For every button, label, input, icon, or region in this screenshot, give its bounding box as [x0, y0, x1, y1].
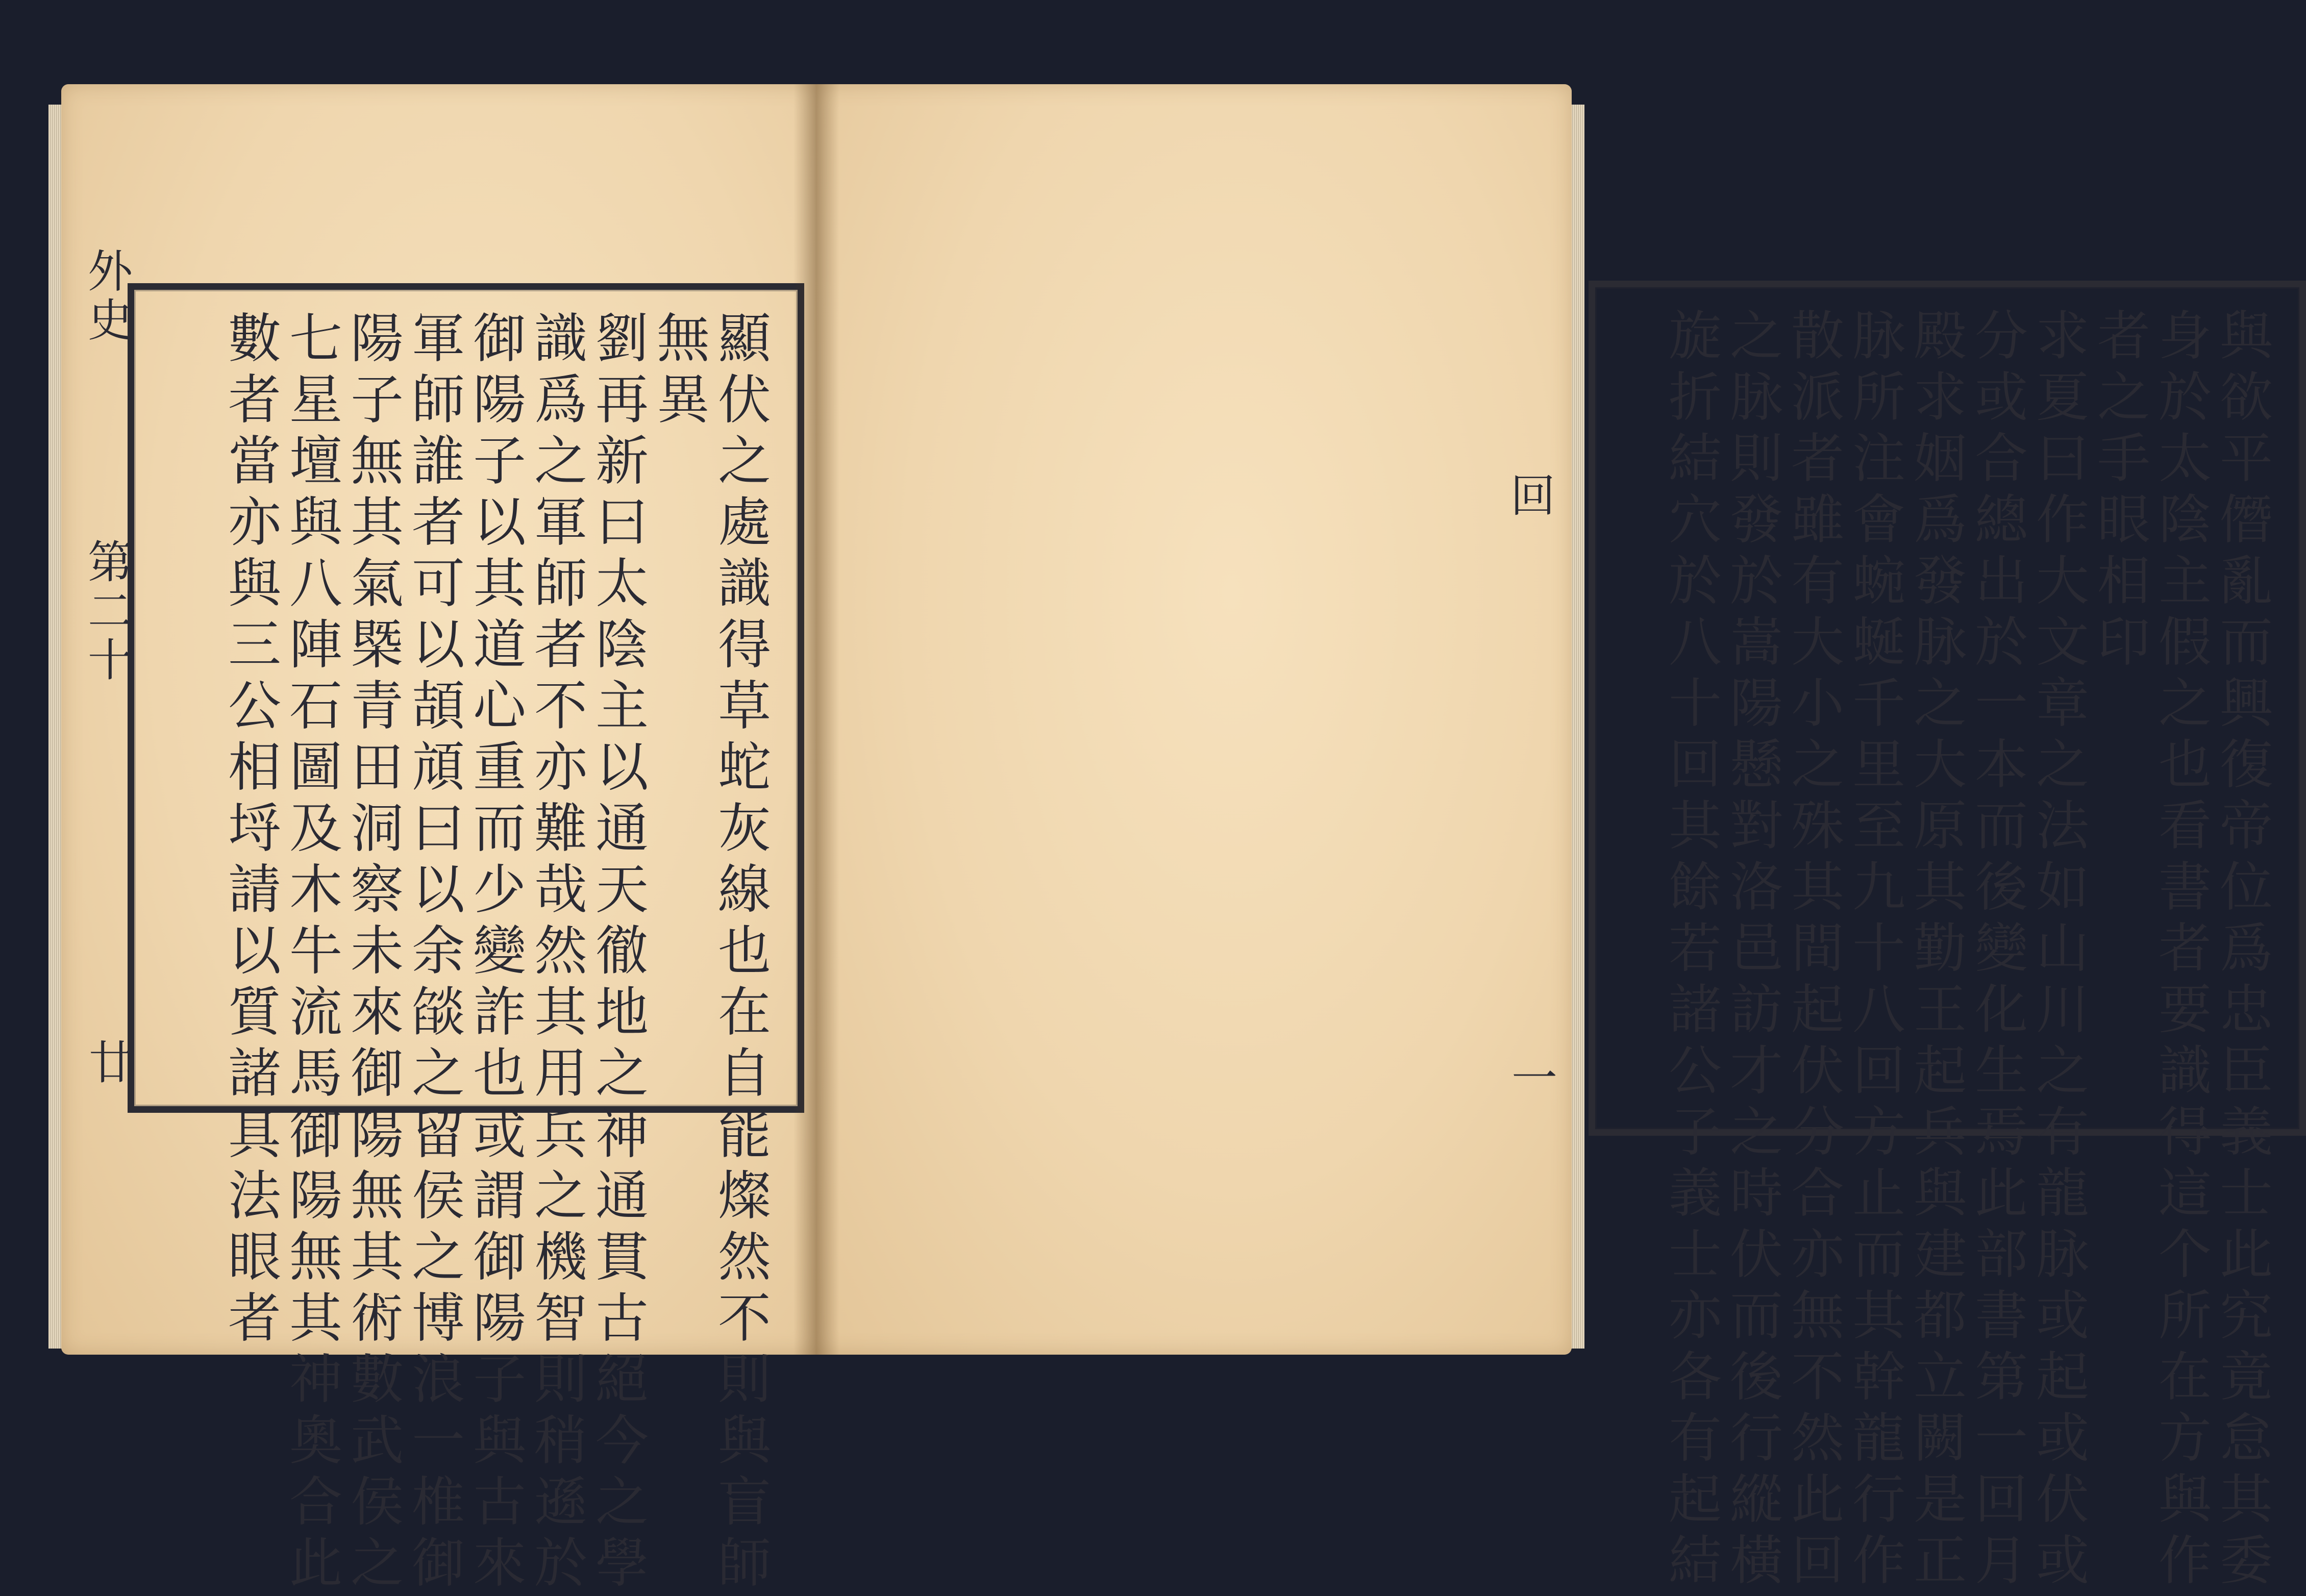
text-column: 散派者雖有大小之殊其間起伏分合亦無不然此回 [1782, 308, 1844, 1593]
text-column: 之脉則發於嵩陽懸對洛邑訪才之時伏而後行縱橫 [1721, 308, 1783, 1593]
text-column: 劉再新曰太陰主以通天徹地之神通貫古絕今之學 [586, 310, 649, 1596]
text-column: 者之手眼相印 [2088, 308, 2150, 675]
text-column: 身於太陰主假之也看書者要識得這个所在方與作 [2149, 308, 2212, 1593]
text-column: 陽子無其氣槩青田洞察未來御陽無其術數武侯之 [341, 310, 404, 1596]
text-column: 御陽子以其道心重而少變詐也或謂御陽子與古來 [464, 310, 526, 1596]
left-page [61, 84, 815, 1596]
right-folio: 一 [1503, 1054, 1557, 1108]
left-margin-title: 外史 [81, 247, 133, 345]
text-column: 軍師誰者可以頡頏曰以余燄之留侯之博浪一椎御 [403, 310, 465, 1596]
right-text-frame [1589, 281, 2306, 1593]
text-column: 數者當亦與三公相埒請以質諸具法眼者 [219, 310, 281, 1351]
right-margin-title: 回 [1503, 472, 1556, 521]
open-book [54, 84, 2273, 1596]
text-column: 顯伏之處識得草蛇灰線也在自能燦然不則與盲師 [709, 310, 771, 1596]
left-folio: 廿 [81, 1038, 134, 1092]
right-page [815, 84, 2273, 1593]
text-column: 與欲平僭亂而興復帝位爲忠臣義士此究竟怠其委 [2211, 308, 2273, 1593]
text-column: 殿求姻爲發脉之大原其勤王起兵與建都立闕是正 [1904, 308, 1967, 1593]
left-chapter-label: 第二十 [81, 538, 133, 685]
text-column: 分或合總出於一本而後變化生焉此部書第一回月 [1966, 308, 2028, 1593]
text-column: 旋折結穴於八十回其餘若諸公子義士亦各有起結 [1659, 308, 1722, 1593]
text-column: 無異 [648, 310, 710, 433]
left-text-frame [128, 283, 804, 1596]
text-column: 七星壇與八陣石圖及木牛流馬御陽無其神奧合此 [280, 310, 342, 1596]
text-column: 求夏曰作大文章之法如山川之有龍脉或起或伏或 [2027, 308, 2089, 1593]
book-gutter-shadow [794, 84, 839, 1355]
text-column: 脉所注會蜿蜒千里至九十八回方止而其幹龍行作 [1843, 308, 1905, 1593]
text-column: 識爲之軍師者不亦難哉然其用兵之機智則稍遜於 [525, 310, 587, 1596]
